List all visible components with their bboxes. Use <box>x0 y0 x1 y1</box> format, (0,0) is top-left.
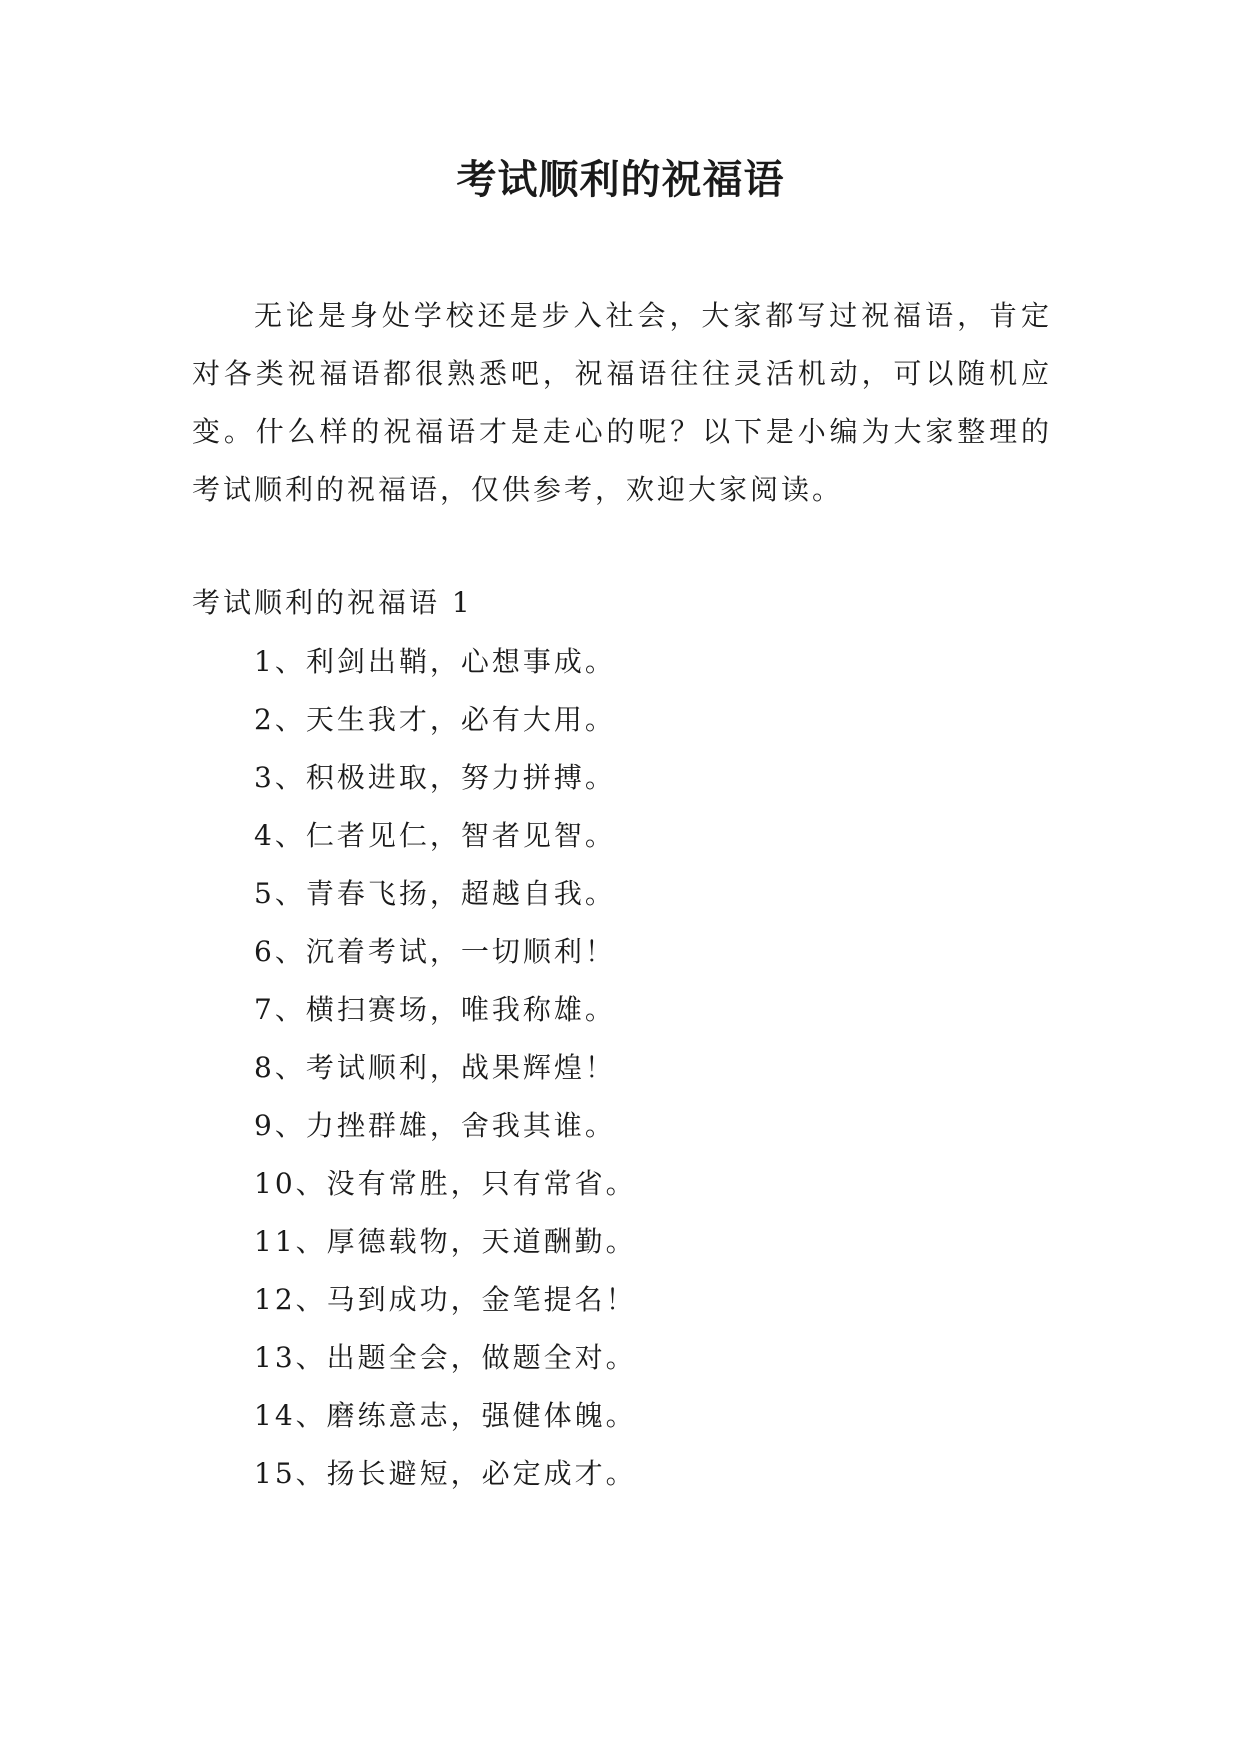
list-item: 3、积极进取，努力拼搏。 <box>254 761 616 794</box>
list-item: 10、没有常胜，只有常省。 <box>254 1167 637 1200</box>
list-item: 6、沉着考试，一切顺利！ <box>254 935 616 968</box>
page-title: 考试顺利的祝福语 <box>456 157 785 203</box>
list-item: 8、考试顺利，战果辉煌！ <box>254 1051 616 1084</box>
section-heading: 考试顺利的祝福语 1 <box>192 586 473 619</box>
list-item: 11、厚德载物，天道酬勤。 <box>254 1225 637 1258</box>
list-item: 1、利剑出鞘，心想事成。 <box>254 645 616 678</box>
intro-paragraph: 无论是身处学校还是步入社会，大家都写过祝福语，肯定对各类祝福语都很熟悉吧，祝福语往往灵活机动，可以随机应变。什么样的祝福语才是走心的呢？以下是小编为大家整理的考试顺利的祝福语，仅供参考，欢迎大家阅读。 <box>192 299 1052 506</box>
list-item: 9、力挫群雄，舍我其谁。 <box>254 1109 616 1142</box>
list-item: 7、横扫赛场，唯我称雄。 <box>254 993 616 1026</box>
wish-list <box>254 642 637 1512</box>
list-item: 2、天生我才，必有大用。 <box>254 703 616 736</box>
list-item: 14、磨练意志，强健体魄。 <box>254 1399 637 1432</box>
list-item: 4、仁者见仁，智者见智。 <box>254 819 616 852</box>
list-item: 13、出题全会，做题全对。 <box>254 1341 637 1374</box>
list-item: 5、青春飞扬，超越自我。 <box>254 877 616 910</box>
list-item: 15、扬长避短，必定成才。 <box>254 1457 637 1490</box>
list-item: 12、马到成功，金笔提名！ <box>254 1283 637 1316</box>
